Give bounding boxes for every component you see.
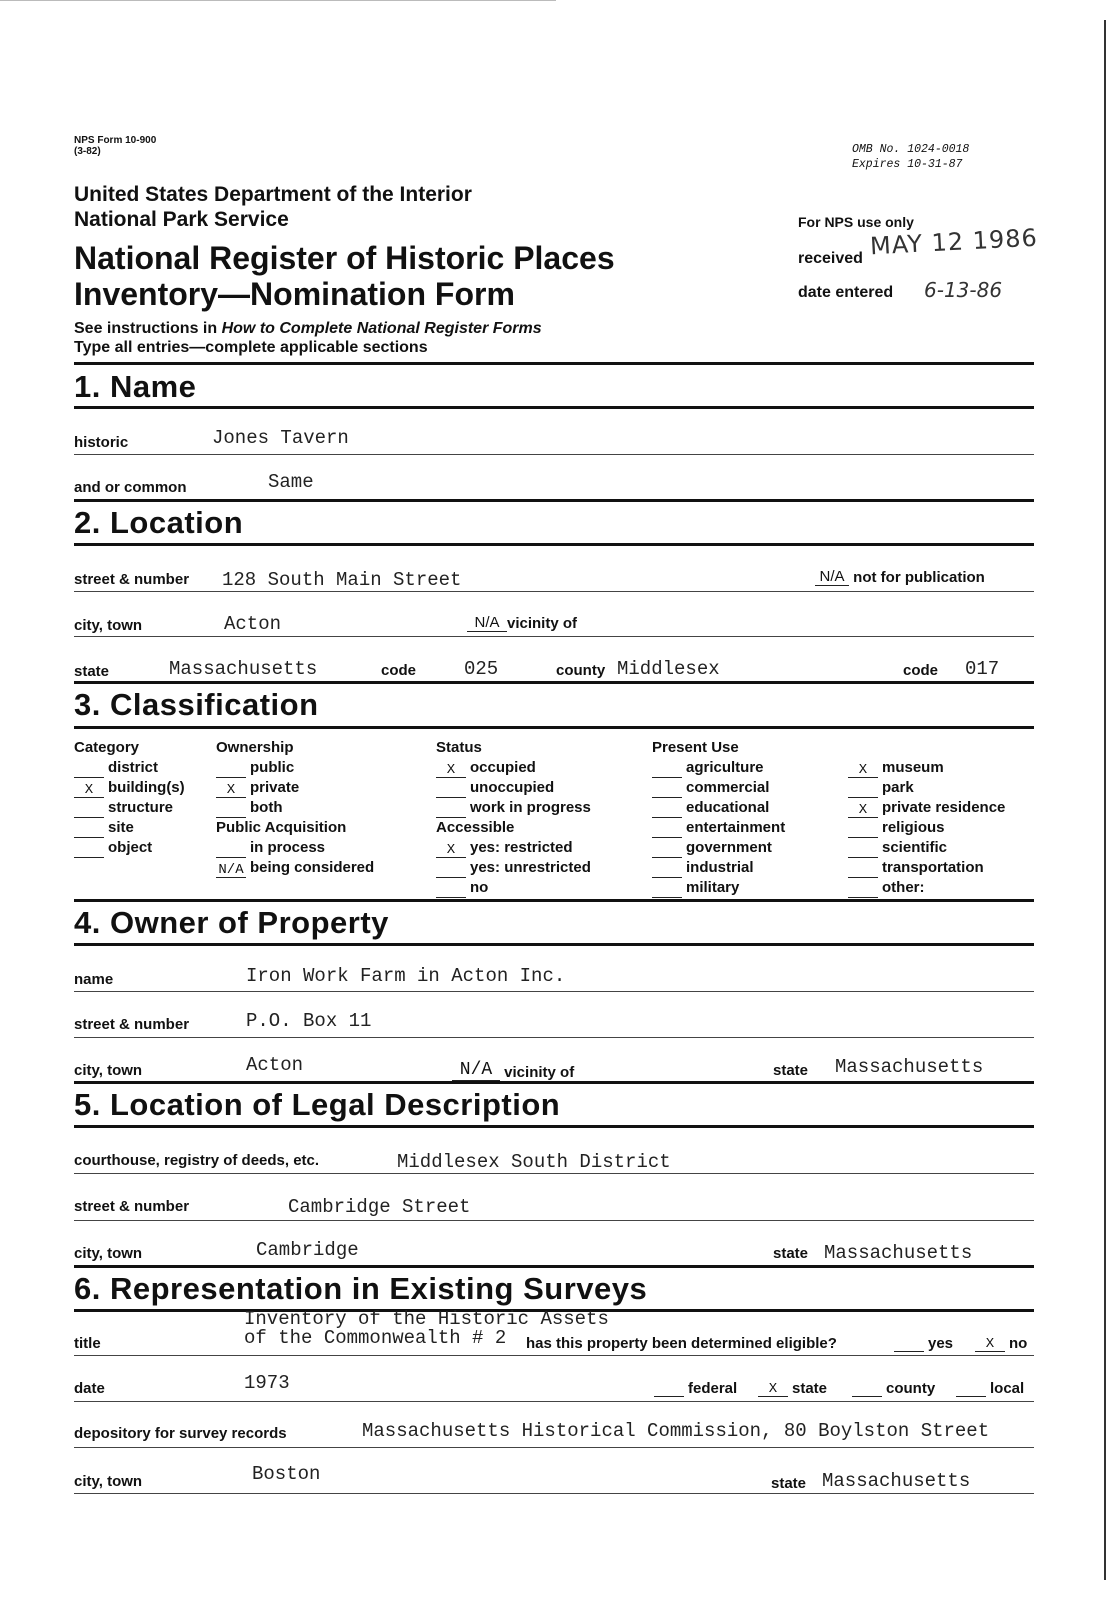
code-label: code: [381, 662, 417, 679]
checkbox-label: county: [886, 1380, 936, 1397]
survey-state-label: state: [771, 1475, 807, 1492]
section-rule: [74, 362, 1034, 365]
checkbox-label: both: [250, 799, 283, 816]
section-rule: [74, 1081, 1034, 1084]
owner-vicinity: [452, 1060, 574, 1081]
department-title: United States Department of the Interior: [74, 183, 472, 206]
owner-state-label: state: [773, 1062, 809, 1079]
eligible-yes[interactable]: [894, 1335, 953, 1352]
owner-vicinity-label: vicinity of: [504, 1064, 575, 1081]
form-title-line1: National Register of Historic Places: [74, 240, 615, 276]
checkbox-government[interactable]: [652, 838, 785, 858]
section-rule: [74, 726, 1034, 729]
vicinity-mark: N/A: [467, 614, 507, 632]
historic-name: Jones Tavern: [212, 427, 349, 449]
check-mark: X: [216, 783, 246, 798]
date-entered-label: date entered: [798, 284, 894, 301]
owner-street-value: P.O. Box 11: [246, 1010, 372, 1032]
field-line: [74, 454, 1034, 455]
section-6-heading: 6. Representation in Existing Surveys: [74, 1271, 648, 1306]
omb-expires: Expires 10-31-87: [852, 158, 963, 171]
vicinity-label: vicinity of: [507, 615, 578, 632]
survey-title-line2: of the Commonwealth # 2: [244, 1327, 507, 1349]
legal-street-value: Cambridge Street: [288, 1196, 471, 1218]
checkbox-museum[interactable]: [848, 758, 1005, 778]
level-state[interactable]: [758, 1380, 827, 1397]
section-2-heading: 2. Location: [74, 505, 244, 540]
checkbox-both[interactable]: [216, 798, 374, 818]
check-mark: [894, 1351, 924, 1352]
checkbox-label: yes: unrestricted: [470, 859, 591, 876]
owner-name-label: name: [74, 971, 114, 988]
checkbox-being-considered[interactable]: [216, 858, 374, 878]
checkbox-label: industrial: [686, 859, 754, 876]
survey-city-value: Boston: [252, 1463, 321, 1485]
field-line: [74, 636, 1034, 637]
checkbox-military[interactable]: [652, 878, 785, 898]
checkbox-occupied[interactable]: [436, 758, 591, 778]
checkbox-label: religious: [882, 819, 945, 836]
category-column: [74, 738, 185, 858]
ownership-heading: Ownership: [216, 739, 294, 756]
checkbox-label: other:: [882, 879, 925, 896]
courthouse-value: Middlesex South District: [397, 1151, 671, 1173]
field-line: [74, 1493, 1034, 1494]
legal-state-value: Massachusetts: [824, 1242, 973, 1264]
level-local[interactable]: [956, 1380, 1024, 1397]
checkbox-industrial[interactable]: [652, 858, 785, 878]
checkbox-label: site: [108, 819, 134, 836]
field-line: [74, 1173, 1034, 1174]
instructions-title: How to Complete National Register Forms: [221, 320, 542, 337]
checkbox-label: yes: [928, 1335, 954, 1352]
checkbox-yes-restricted[interactable]: [436, 838, 591, 858]
omb-block: [852, 142, 969, 172]
acquisition-heading: Public Acquisition: [216, 819, 347, 836]
state-label: state: [74, 663, 110, 680]
instructions-line2: Type all entries—complete applicable sections: [74, 339, 428, 356]
check-mark: X: [436, 843, 466, 858]
checkbox-label: military: [686, 879, 740, 896]
checkbox-scientific[interactable]: [848, 838, 1005, 858]
nps-use-only: For NPS use only: [798, 214, 914, 230]
checkbox-object[interactable]: [74, 838, 185, 858]
checkbox-label: state: [792, 1380, 828, 1397]
owner-vicinity-mark: N/A: [452, 1060, 500, 1081]
section-rule: [74, 681, 1034, 684]
survey-date-label: date: [74, 1380, 105, 1397]
county-value: Middlesex: [617, 658, 720, 680]
check-mark: [852, 1396, 882, 1397]
checkbox-label: no: [470, 879, 489, 896]
checkbox-work-in-progress[interactable]: [436, 798, 591, 818]
checkbox-private-residence[interactable]: [848, 798, 1005, 818]
check-mark: X: [74, 783, 104, 798]
not-for-publication: [815, 568, 985, 586]
check-mark: X: [758, 1382, 788, 1397]
city-value: Acton: [224, 613, 282, 635]
checkbox-label: private residence: [882, 799, 1006, 816]
checkbox-public[interactable]: [216, 758, 374, 778]
checkbox-transportation[interactable]: [848, 858, 1005, 878]
checkbox-label: occupied: [470, 759, 536, 776]
courthouse-label: courthouse, registry of deeds, etc.: [74, 1152, 320, 1169]
depository-label: depository for survey records: [74, 1425, 287, 1442]
field-line: [74, 991, 1034, 992]
owner-city-label: city, town: [74, 1062, 143, 1079]
check-mark: X: [848, 763, 878, 778]
owner-name-value: Iron Work Farm in Acton Inc.: [246, 965, 566, 987]
present-use-column-2: [848, 758, 1005, 898]
survey-title-label: title: [74, 1335, 101, 1352]
scan-top-edge: [0, 0, 556, 1]
ownership-column: [216, 738, 374, 878]
common-name: Same: [268, 471, 314, 493]
legal-city-label: city, town: [74, 1245, 143, 1262]
check-mark: [848, 897, 878, 898]
field-line: [74, 1401, 1034, 1402]
checkbox-label: in process: [250, 839, 326, 856]
checkbox-label: entertainment: [686, 819, 786, 836]
checkbox-commercial[interactable]: [652, 778, 785, 798]
status-heading: Status: [436, 739, 482, 756]
section-rule: [74, 543, 1034, 546]
common-label: and or common: [74, 479, 187, 496]
checkbox-district[interactable]: [74, 758, 185, 778]
checkbox-label: public: [250, 759, 295, 776]
checkbox-label: commercial: [686, 779, 770, 796]
check-mark: [436, 897, 466, 898]
checkbox-label: scientific: [882, 839, 948, 856]
survey-city-label: city, town: [74, 1473, 143, 1490]
owner-street-label: street & number: [74, 1016, 190, 1033]
checkbox-label: work in progress: [470, 799, 591, 816]
eligible-no[interactable]: [975, 1335, 1027, 1352]
field-line: [74, 1447, 1034, 1448]
section-4-heading: 4. Owner of Property: [74, 905, 389, 940]
check-mark: [652, 897, 682, 898]
checkbox-label: local: [990, 1380, 1025, 1397]
category-heading: Category: [74, 739, 140, 756]
checkbox-park[interactable]: [848, 778, 1005, 798]
checkbox-religious[interactable]: [848, 818, 1005, 838]
checkbox-label: district: [108, 759, 159, 776]
instructions-prefix: See instructions in: [74, 320, 222, 337]
section-rule: [74, 899, 1034, 902]
check-mark: X: [975, 1337, 1005, 1352]
checkbox-label: educational: [686, 799, 770, 816]
owner-state-value: Massachusetts: [835, 1056, 984, 1078]
section-rule: [74, 1265, 1034, 1268]
form-id: [74, 135, 156, 157]
date-entered-value: 6-13-86: [924, 278, 1003, 302]
received-label: received: [798, 250, 863, 267]
checkbox-label: building(s): [108, 779, 185, 796]
checkbox-in-process[interactable]: [216, 838, 374, 858]
survey-date-value: 1973: [244, 1372, 290, 1394]
checkbox-label: government: [686, 839, 772, 856]
section-5-heading: 5. Location of Legal Description: [74, 1087, 561, 1122]
eligible-question: has this property been determined eligible?: [526, 1335, 837, 1352]
depository-value: Massachusetts Historical Commission, 80 Boylston Street: [362, 1420, 990, 1442]
nfp-mark: N/A: [815, 568, 849, 586]
form-number: NPS Form 10-900: [74, 135, 157, 146]
checkbox-label: private: [250, 779, 300, 796]
checkbox-educational[interactable]: [652, 798, 785, 818]
section-3-heading: 3. Classification: [74, 687, 319, 722]
check-mark: [654, 1396, 684, 1397]
service-title: National Park Service: [74, 208, 289, 231]
present-use-heading: Present Use: [652, 739, 739, 756]
vicinity: [467, 614, 577, 632]
legal-state-label: state: [773, 1245, 809, 1262]
field-line: [74, 1037, 1034, 1038]
survey-state-value: Massachusetts: [822, 1470, 971, 1492]
checkbox-label: agriculture: [686, 759, 764, 776]
code-value: 025: [464, 658, 499, 680]
checkbox-buildings[interactable]: [74, 778, 185, 798]
section-rule: [74, 943, 1034, 946]
form-title-line2: Inventory—Nomination Form: [74, 276, 515, 312]
section-rule: [74, 406, 1034, 409]
checkbox-yes-unrestricted[interactable]: [436, 858, 591, 878]
check-mark: X: [436, 763, 466, 778]
checkbox-no[interactable]: [436, 878, 591, 898]
check-mark: N/A: [216, 863, 246, 878]
checkbox-other[interactable]: [848, 878, 1005, 898]
historic-label: historic: [74, 434, 129, 451]
form-date: (3-82): [74, 146, 101, 157]
level-federal[interactable]: [654, 1380, 737, 1397]
section-rule: [74, 1125, 1034, 1128]
instructions-line1: [74, 320, 542, 338]
street-value: 128 South Main Street: [222, 569, 462, 591]
checkbox-label: park: [882, 779, 914, 796]
checkbox-site[interactable]: [74, 818, 185, 838]
checkbox-label: unoccupied: [470, 779, 555, 796]
code2-label: code: [903, 662, 939, 679]
field-line: [74, 1220, 1034, 1221]
survey-title-line1: Inventory of the Historic Assets: [244, 1308, 609, 1330]
checkbox-label: yes: restricted: [470, 839, 573, 856]
checkbox-label: museum: [882, 759, 944, 776]
checkbox-label: no: [1009, 1335, 1028, 1352]
status-column: [436, 738, 591, 898]
checkbox-label: object: [108, 839, 153, 856]
state-value: Massachusetts: [169, 658, 318, 680]
received-stamp: MAY 12 1986: [869, 223, 1039, 261]
section-rule: [74, 499, 1034, 502]
check-mark: [956, 1396, 986, 1397]
field-line: [74, 1355, 1034, 1356]
section-1-heading: 1. Name: [74, 369, 197, 404]
checkbox-private[interactable]: [216, 778, 374, 798]
code2-value: 017: [965, 658, 1000, 680]
omb-number: OMB No. 1024-0018: [852, 143, 970, 156]
checkbox-unoccupied[interactable]: [436, 778, 591, 798]
check-mark: X: [848, 803, 878, 818]
legal-street-label: street & number: [74, 1198, 190, 1215]
county-label: county: [556, 662, 606, 679]
present-use-column-1: [652, 738, 785, 898]
checkbox-label: being considered: [250, 859, 375, 876]
checkbox-entertainment[interactable]: [652, 818, 785, 838]
owner-city-value: Acton: [246, 1054, 304, 1076]
checkbox-agriculture[interactable]: [652, 758, 785, 778]
checkbox-structure[interactable]: [74, 798, 185, 818]
nfp-label: not for publication: [853, 569, 985, 586]
check-mark: [74, 857, 104, 858]
checkbox-label: structure: [108, 799, 174, 816]
checkbox-label: transportation: [882, 859, 984, 876]
accessible-heading: Accessible: [436, 819, 515, 836]
checkbox-label: federal: [688, 1380, 738, 1397]
scan-right-edge: [1104, 20, 1106, 1580]
field-line: [74, 591, 1034, 592]
level-county[interactable]: [852, 1380, 935, 1397]
city-label: city, town: [74, 617, 143, 634]
street-label: street & number: [74, 571, 190, 588]
legal-city-value: Cambridge: [256, 1239, 359, 1261]
